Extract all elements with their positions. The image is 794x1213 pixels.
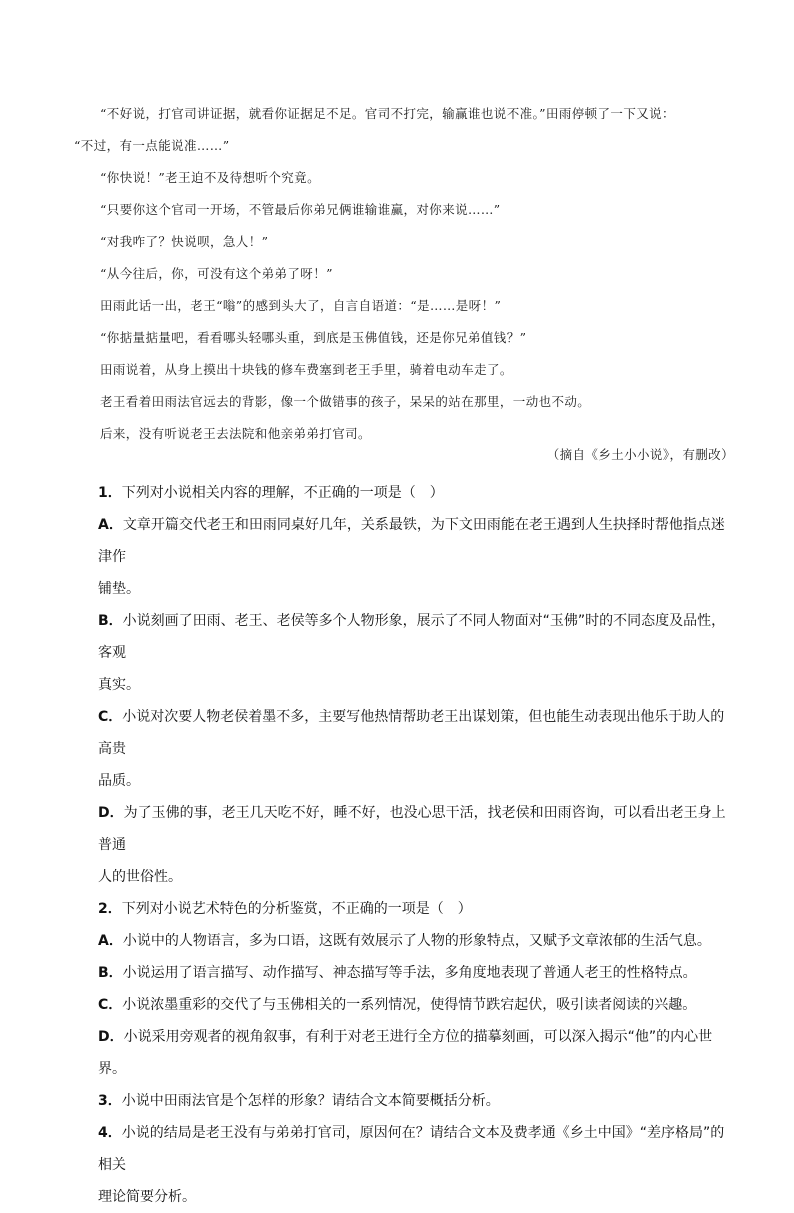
option-text: 小说对次要人物老侯着墨不多，主要写他热情帮助老王出谋划策，但也能生动表现出他乐于助人的高贵: [98, 709, 725, 757]
option-text: 小说浓墨重彩的交代了与玉佛相关的一系列情况，使得情节跌宕起伏，吸引读者阅读的兴趣。: [122, 997, 697, 1013]
option-label: D．: [98, 1029, 124, 1045]
option-label: D．: [98, 805, 124, 821]
story-paragraph-continuation: “不过，有一点能说准……”: [74, 138, 230, 153]
question-number: 1．: [98, 485, 122, 501]
question-section: [98, 477, 738, 1213]
story-paragraph: 田雨此话一出，老王“嗡”的感到头大了，自言自语道：“是……是呀！”: [100, 298, 502, 313]
option-b: [98, 605, 738, 669]
story-paragraph: “对我咋了？快说呗，急人！”: [100, 234, 269, 249]
option-text: 小说中的人物语言，多为口语，这既有效展示了人物的形象特点，又赋予文章浓郁的生活气息。: [122, 933, 711, 949]
question-text: 小说中田雨法官是个怎样的形象？请结合文本简要概括分析。: [121, 1093, 500, 1109]
story-paragraph: “从今往后，你，可没有这个弟弟了呀！”: [100, 266, 333, 281]
question-4-continuation: 理论简要分析。: [98, 1189, 196, 1205]
option-label: B．: [98, 965, 123, 981]
question-text: 下列对小说相关内容的理解，不正确的一项是（ ）: [121, 485, 444, 501]
option-a: [98, 509, 738, 573]
option-text: 小说运用了语言描写、动作描写、神态描写等手法，多角度地表现了普通人老王的性格特点。: [122, 965, 697, 981]
option-b: [98, 957, 738, 989]
question-1: [98, 477, 738, 509]
question-number: 3．: [98, 1093, 122, 1109]
option-text: 为了玉佛的事，老王几天吃不好，睡不好，也没心思干活，找老侯和田雨咨询，可以看出老王身上普通: [98, 805, 726, 853]
story-paragraph: 老王看着田雨法官远去的背影，像一个做错事的孩子，呆呆的站在那里，一动也不动。: [100, 394, 591, 409]
option-b-continuation: 真实。: [98, 677, 140, 693]
story-paragraph: 后来，没有听说老王去法院和他亲弟弟打官司。: [100, 426, 371, 441]
question-2: [98, 893, 738, 925]
option-label: C．: [98, 709, 123, 725]
story-paragraph: “你掂量掂量吧，看看哪头轻哪头重，到底是玉佛值钱，还是你兄弟值钱？”: [100, 330, 527, 345]
option-label: C．: [98, 997, 123, 1013]
option-text: 小说采用旁观者的视角叙事，有利于对老王进行全方位的描摹刻画，可以深入揭示“他”的内心世界。: [98, 1029, 713, 1077]
option-c: [98, 989, 738, 1021]
source-citation: （摘自《乡土小小说》，有删改）: [546, 447, 734, 462]
question-text: 小说的结局是老王没有与弟弟打官司，原因何在？请结合文本及费孝通《乡土中国》“差序格局”的相关: [98, 1125, 725, 1173]
option-a-continuation: 铺垫。: [98, 581, 140, 597]
option-text: 小说刻画了田雨、老王、老侯等多个人物形象，展示了不同人物面对“玉佛”时的不同态度及品性，客观: [98, 613, 726, 661]
option-c: [98, 701, 738, 765]
option-d: [98, 1021, 738, 1085]
story-paragraph: 田雨说着，从身上摸出十块钱的修车费塞到老王手里，骑着电动车走了。: [100, 362, 513, 377]
question-number: 2．: [98, 901, 122, 917]
option-a: [98, 925, 738, 957]
question-number: 4．: [98, 1125, 122, 1141]
option-label: A．: [98, 933, 123, 949]
story-paragraph: “不好说，打官司讲证据，就看你证据足不足。官司不打完，输赢谁也说不准。”田雨停顿了一下又说：: [100, 106, 675, 121]
question-4: [98, 1117, 738, 1181]
story-excerpt: [74, 98, 734, 450]
option-d-continuation: 人的世俗性。: [98, 869, 182, 885]
option-label: A．: [98, 517, 123, 533]
option-c-continuation: 品质。: [98, 773, 140, 789]
option-text: 文章开篇交代老王和田雨同桌好几年，关系最铁，为下文田雨能在老王遇到人生抉择时帮他指点迷津作: [98, 517, 725, 565]
story-paragraph: “你快说！”老王迫不及待想听个究竟。: [100, 170, 320, 185]
question-3: [98, 1085, 738, 1117]
option-label: B．: [98, 613, 123, 629]
question-text: 下列对小说艺术特色的分析鉴赏，不正确的一项是（ ）: [121, 901, 472, 917]
story-paragraph: “只要你这个官司一开场，不管最后你弟兄俩谁输谁赢，对你来说……”: [100, 202, 501, 217]
option-d: [98, 797, 738, 861]
